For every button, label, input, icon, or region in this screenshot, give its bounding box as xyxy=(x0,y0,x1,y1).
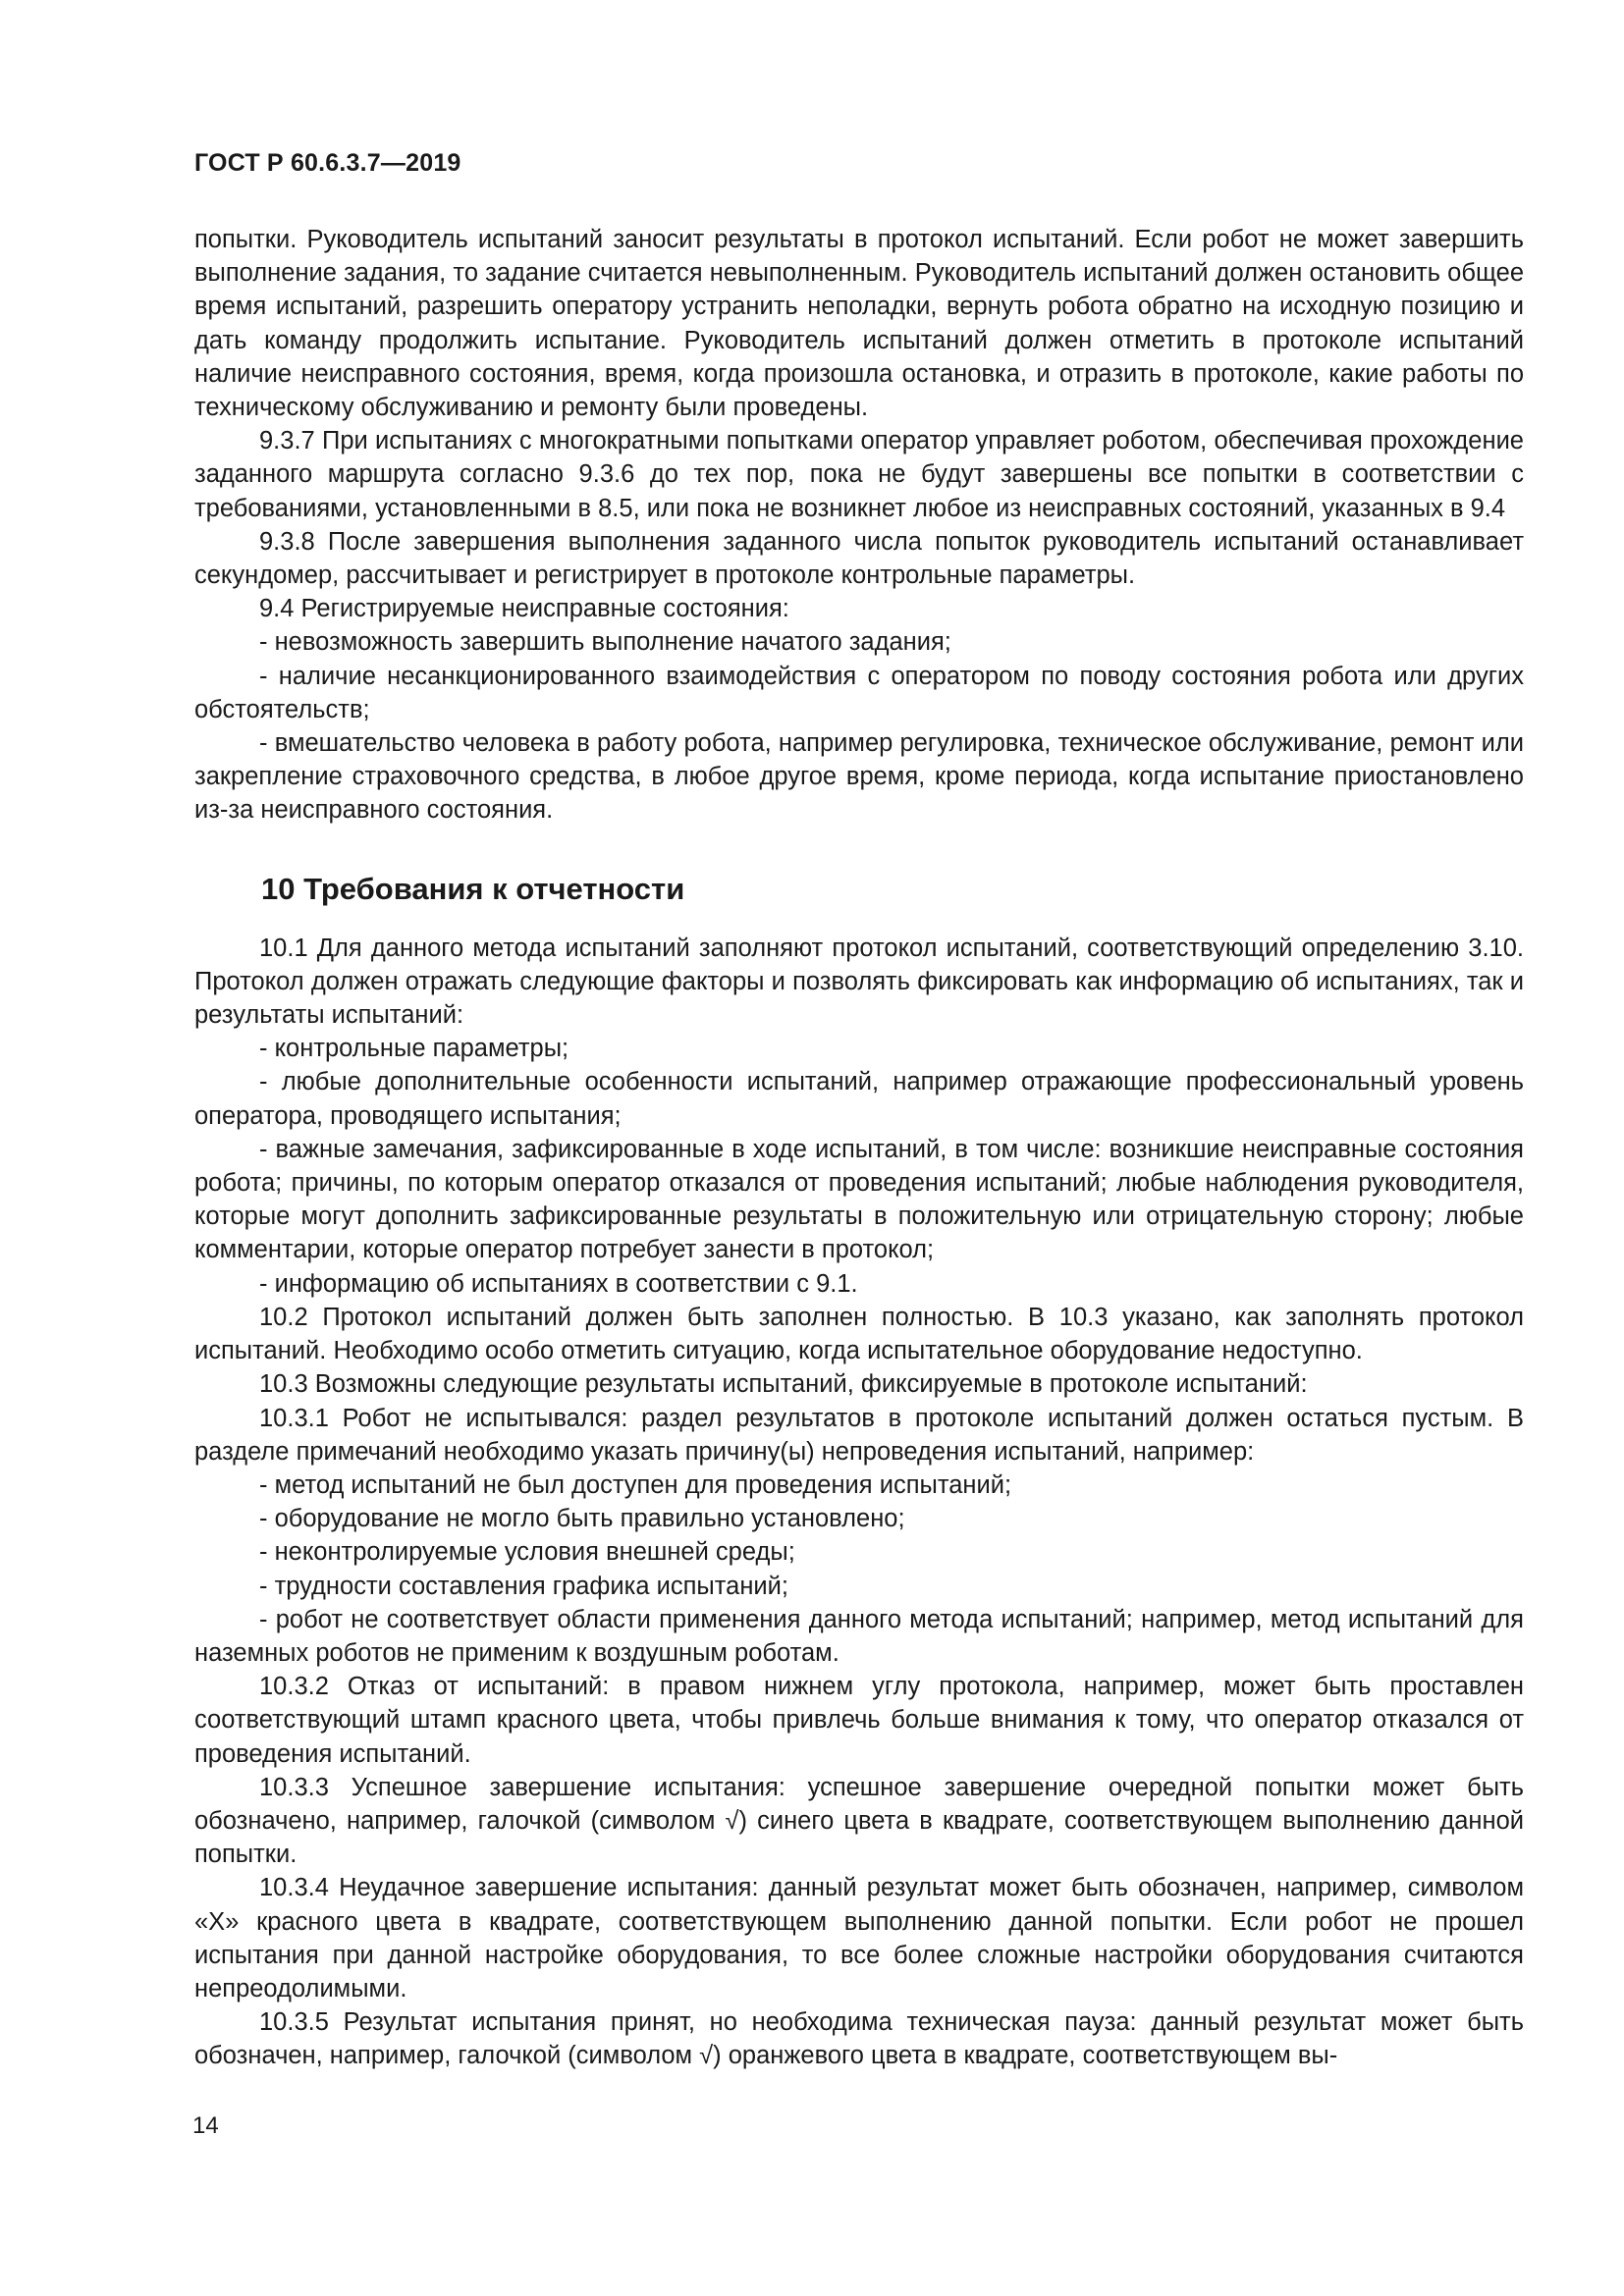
list-item-10-3-1-b: - оборудование не могло быть правильно установлено; xyxy=(259,1505,905,1533)
paragraph-9-3-6-continuation: попытки. Руководитель испытаний заносит результаты в протокол испытаний. Если робот не может завершить выполнение задания, то задание считается невыполненным. Руководитель испытаний должен остановить общее время испытаний, разрешить оператору устранить неполадки, вернуть робота обратно на исходную позицию и дать команду продолжить испытание. Руководитель испытаний должен отметить в протоколе испытаний наличие неисправного состояния, время, когда произошла остановка, и отразить в протоколе, какие работы по техническому обслуживанию и ремонту были проведены. xyxy=(194,226,1524,422)
paragraph-10-3-1: 10.3.1 Робот не испытывался: раздел результатов в протоколе испытаний должен остаться пустым. В разделе примечаний необходимо указать причину(ы) непроведения испытаний, например: xyxy=(194,1404,1524,1466)
list-item-10-3-1-a: - метод испытаний не был доступен для проведения испытаний; xyxy=(259,1470,1012,1499)
document-header-code: ГОСТ Р 60.6.3.7—2019 xyxy=(194,149,461,177)
list-item-10-3-1-e: - робот не соответствует области применения данного метода испытаний; например, метод испытаний для наземных роботов не применим к воздушным роботам. xyxy=(194,1605,1524,1667)
list-item-9-4-1: - невозможность завершить выполнение начатого задания; xyxy=(259,628,951,657)
paragraphs-after-section xyxy=(194,932,1524,2073)
paragraph-10-3-3: 10.3.3 Успешное завершение испытания: успешное завершение очередной попытки может быть обозначено, например, галочкой (символом √) синего цвета в квадрате, соответствующем выполнению данной попытки. xyxy=(194,1773,1524,1869)
list-item-10-3-1-d: - трудности составления графика испытаний; xyxy=(259,1572,788,1600)
document-body xyxy=(194,223,1524,2073)
paragraph-10-3: 10.3 Возможны следующие результаты испытаний, фиксируемые в протоколе испытаний: xyxy=(259,1370,1308,1399)
list-item-10-1-1: - контрольные параметры; xyxy=(259,1035,569,1063)
section-title-10: 10 Требования к отчетности xyxy=(261,871,685,906)
list-item-10-1-4: - информацию об испытаниях в соответствии с 9.1. xyxy=(259,1269,858,1298)
paragraph-9-3-8: 9.3.8 После завершения выполнения заданного числа попыток руководитель испытаний останавливает секундомер, рассчитывает и регистрирует в протоколе контрольные параметры. xyxy=(194,527,1524,590)
paragraph-10-3-5: 10.3.5 Результат испытания принят, но необходима техническая пауза: данный результат может быть обозначен, например, галочкой (символом √) оранжевого цвета в квадрате, соответствующем вы- xyxy=(194,2008,1524,2070)
paragraph-10-2: 10.2 Протокол испытаний должен быть заполнен полностью. В 10.3 указано, как заполнять протокол испытаний. Необходимо особо отметить ситуацию, когда испытательное оборудование недоступно. xyxy=(194,1303,1524,1365)
list-item-10-3-1-c: - неконтролируемые условия внешней среды; xyxy=(259,1538,795,1567)
paragraphs-before-section xyxy=(194,223,1524,828)
list-item-10-1-3: - важные замечания, зафиксированные в ходе испытаний, в том числе: возникшие неисправные состояния робота; причины, по которым оператор отказался от проведения испытаний; любые наблюдения руководителя, которые могут дополнить зафиксированные результаты в положительную или отрицательную сторону; любые комментарии, которые оператор потребует занести в протокол; xyxy=(194,1135,1524,1264)
list-item-9-4-3: - вмешательство человека в работу робота, например регулировка, техническое обслуживание, ремонт или закрепление страховочного средства, в любое другое время, кроме периода, когда испытание приостановлено из-за неисправного состояния. xyxy=(194,729,1524,825)
list-item-9-4-2: - наличие несанкционированного взаимодействия с оператором по поводу состояния робота или других обстоятельств; xyxy=(194,662,1524,723)
paragraph-10-3-4: 10.3.4 Неудачное завершение испытания: данный результат может быть обозначен, например, символом «X» красного цвета в квадрате, соответствующем выполнению данной попытки. Если робот не прошел испытания при данной настройке оборудования, то все более сложные настройки оборудования считаются непреодолимыми. xyxy=(194,1874,1524,2002)
paragraph-9-4: 9.4 Регистрируемые неисправные состояния: xyxy=(259,595,789,623)
paragraph-10-3-2: 10.3.2 Отказ от испытаний: в правом нижнем углу протокола, например, может быть проставлен соответствующий штамп красного цвета, чтобы привлечь больше внимания к тому, что оператор отказался от проведения испытаний. xyxy=(194,1673,1524,1768)
page-number: 14 xyxy=(192,2112,219,2139)
paragraph-10-1: 10.1 Для данного метода испытаний заполняют протокол испытаний, соответствующий определению 3.10. Протокол должен отражать следующие факторы и позволять фиксировать как информацию об испытаниях, так и результаты испытаний: xyxy=(194,934,1524,1030)
list-item-10-1-2: - любые дополнительные особенности испытаний, например отражающие профессиональный уровень оператора, проводящего испытания; xyxy=(194,1068,1524,1130)
paragraph-9-3-7: 9.3.7 При испытаниях с многократными попытками оператор управляет роботом, обеспечивая прохождение заданного маршрута согласно 9.3.6 до тех пор, пока не будут завершены все попытки в соответствии с требованиями, установленными в 8.5, или пока не возникнет любое из неисправных состояний, указанных в 9.4 xyxy=(194,427,1524,522)
